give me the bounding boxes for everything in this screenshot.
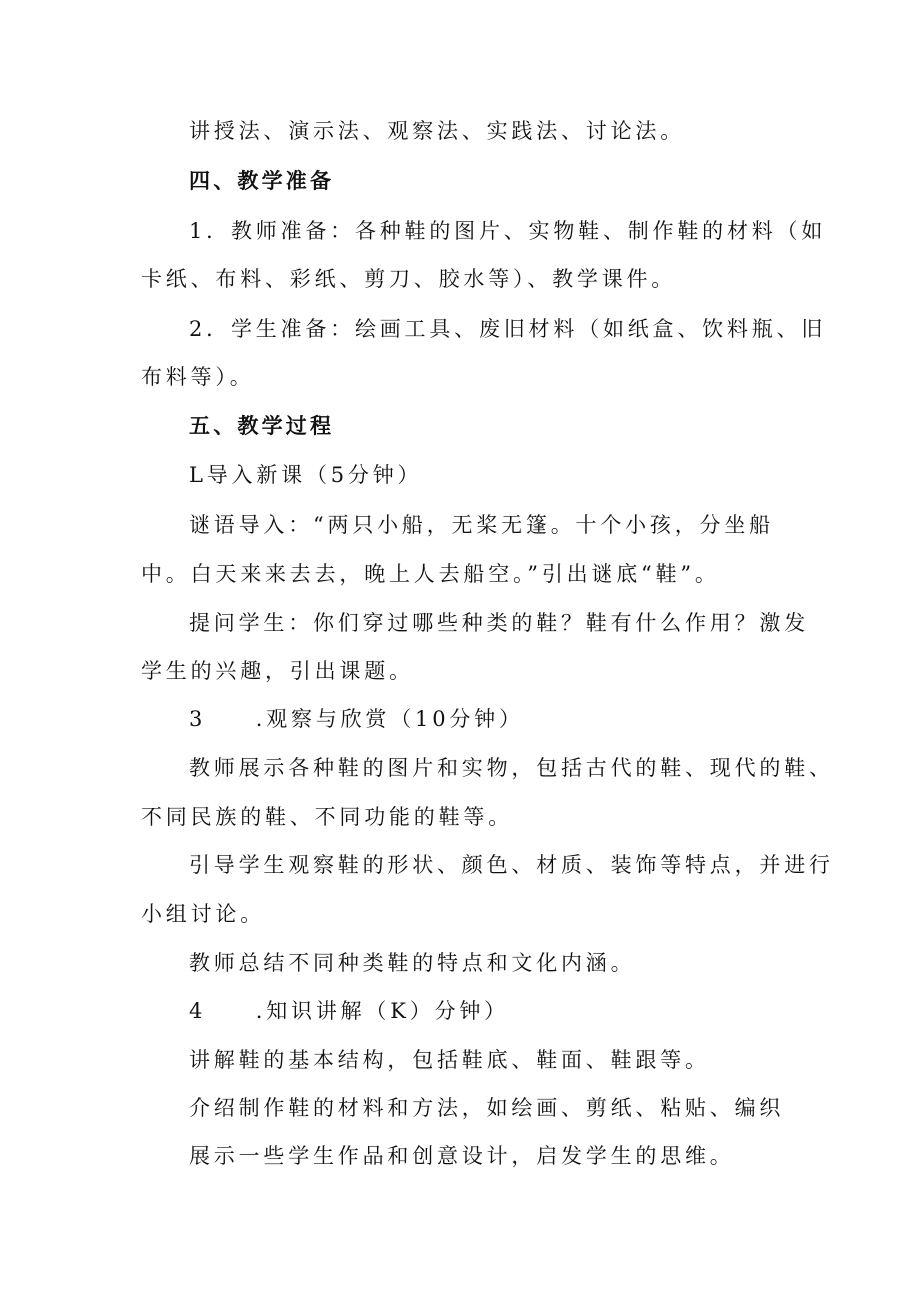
section-heading-teaching-preparation: 四、教学准备 bbox=[189, 169, 335, 193]
student-preparation-line-2: 布料等）。 bbox=[141, 365, 255, 389]
step-observation-heading: 3 .观察与欣赏（10分钟） bbox=[189, 707, 524, 731]
knowledge-line-1: 讲解鞋的基本结构，包括鞋底、鞋面、鞋跟等。 bbox=[189, 1048, 710, 1072]
student-preparation-line-1: 2．学生准备：绘画工具、废旧材料（如纸盒、饮料瓶、旧 bbox=[189, 317, 827, 341]
riddle-line-2: 中。白天来来去去，晚上人去船空。”引出谜底“鞋”。 bbox=[141, 562, 720, 586]
teacher-preparation-line-2: 卡纸、布料、彩纸、剪刀、胶水等）、教学课件。 bbox=[141, 267, 677, 291]
step-knowledge-heading: 4 .知识讲解（K）分钟） bbox=[189, 999, 509, 1023]
knowledge-line-3: 展示一些学生作品和创意设计，启发学生的思维。 bbox=[189, 1144, 735, 1168]
knowledge-line-2: 介绍制作鞋的材料和方法，如绘画、剪纸、粘贴、编织 bbox=[189, 1096, 785, 1120]
step-introduction-heading: L导入新课（5分钟） bbox=[189, 463, 423, 487]
summary-line: 教师总结不同种类鞋的特点和文化内涵。 bbox=[189, 951, 636, 975]
observation-line-4: 小组讨论。 bbox=[141, 902, 265, 926]
section-heading-teaching-process: 五、教学过程 bbox=[189, 414, 335, 438]
observation-line-3: 引导学生观察鞋的形状、颜色、材质、装饰等特点，并进行 bbox=[189, 853, 834, 877]
teacher-preparation-line-1: 1．教师准备：各种鞋的图片、实物鞋、制作鞋的材料（如 bbox=[189, 219, 827, 243]
question-line-1: 提问学生：你们穿过哪些种类的鞋？鞋有什么作用？激发 bbox=[189, 611, 809, 635]
question-line-2: 学生的兴趣，引出课题。 bbox=[141, 659, 414, 683]
teaching-methods-line: 讲授法、演示法、观察法、实践法、讨论法。 bbox=[189, 119, 685, 143]
observation-line-1: 教师展示各种鞋的图片和实物，包括古代的鞋、现代的鞋、 bbox=[189, 756, 834, 780]
riddle-line-1: 谜语导入：“两只小船，无桨无篷。十个小孩，分坐船 bbox=[189, 513, 774, 537]
observation-line-2: 不同民族的鞋、不同功能的鞋等。 bbox=[141, 805, 513, 829]
